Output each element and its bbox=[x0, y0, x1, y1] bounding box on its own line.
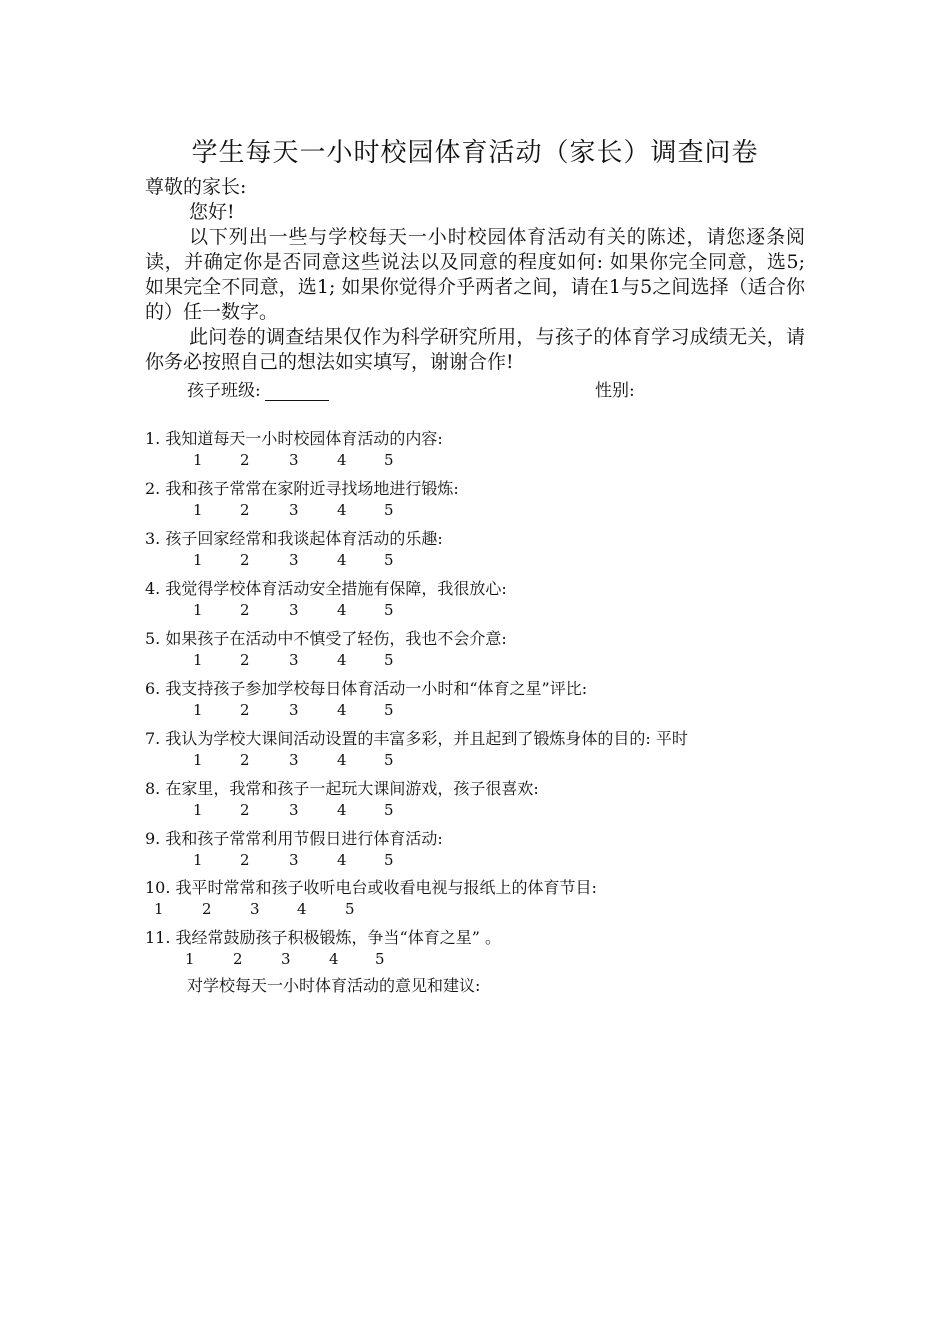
rating-option-3-2[interactable]: 2 bbox=[240, 551, 250, 569]
rating-option-1-4[interactable]: 4 bbox=[337, 451, 347, 469]
rating-option-10-1[interactable]: 1 bbox=[154, 900, 164, 918]
rating-option-2-2[interactable]: 2 bbox=[240, 501, 250, 519]
question-4: 4. 我觉得学校体育活动安全措施有保障，我很放心: bbox=[145, 579, 507, 598]
privacy-paragraph: 此问卷的调查结果仅作为科学研究所用，与孩子的体育学习成绩无关，请你务必按照自己的想法如实填写，谢谢合作! bbox=[145, 326, 805, 373]
rating-option-9-4[interactable]: 4 bbox=[337, 851, 347, 869]
rating-option-6-3[interactable]: 3 bbox=[289, 701, 299, 719]
rating-option-8-2[interactable]: 2 bbox=[240, 801, 250, 819]
rating-option-9-3[interactable]: 3 bbox=[289, 851, 299, 869]
intro-paragraph: 以下列出一些与学校每天一小时校园体育活动有关的陈述，请您逐条阅读，并确定你是否同意这些说法以及同意的程度如何: 如果你完全同意，选5; 如果完全不同意，选1; 如果你觉得介乎两者之间，请在1与5之间选择（适合你的）任一数字。 bbox=[145, 226, 805, 323]
class-label: 孩子班级: bbox=[187, 381, 261, 401]
rating-option-5-4[interactable]: 4 bbox=[337, 651, 347, 669]
question-10: 10. 我平时常常和孩子收听电台或收看电视与报纸上的体育节目: bbox=[145, 878, 597, 897]
rating-option-9-5[interactable]: 5 bbox=[384, 851, 394, 869]
rating-option-6-5[interactable]: 5 bbox=[384, 701, 394, 719]
rating-option-2-5[interactable]: 5 bbox=[384, 501, 394, 519]
page-title: 学生每天一小时校园体育活动（家长）调查问卷 bbox=[191, 138, 759, 168]
class-field[interactable] bbox=[187, 376, 329, 401]
rating-option-8-5[interactable]: 5 bbox=[384, 801, 394, 819]
question-6: 6. 我支持孩子参加学校每日体育活动一小时和“体育之星”评比: bbox=[145, 679, 588, 698]
rating-option-5-2[interactable]: 2 bbox=[240, 651, 250, 669]
suggestion-label: 对学校每天一小时体育活动的意见和建议: bbox=[187, 976, 481, 995]
rating-option-4-2[interactable]: 2 bbox=[240, 601, 250, 619]
question-9: 9. 我和孩子常常利用节假日进行体育活动: bbox=[145, 829, 443, 848]
rating-option-2-4[interactable]: 4 bbox=[337, 501, 347, 519]
rating-option-10-2[interactable]: 2 bbox=[202, 900, 212, 918]
question-7: 7. 我认为学校大课间活动设置的丰富多彩，并且起到了锻炼身体的目的: 平时 bbox=[145, 729, 688, 748]
question-5: 5. 如果孩子在活动中不慎受了轻伤，我也不会介意: bbox=[145, 629, 507, 648]
rating-option-10-5[interactable]: 5 bbox=[345, 900, 355, 918]
question-1: 1. 我知道每天一小时校园体育活动的内容: bbox=[145, 429, 443, 448]
rating-option-3-3[interactable]: 3 bbox=[289, 551, 299, 569]
class-blank[interactable] bbox=[265, 384, 329, 401]
rating-option-1-5[interactable]: 5 bbox=[384, 451, 394, 469]
rating-option-8-3[interactable]: 3 bbox=[289, 801, 299, 819]
rating-option-11-1[interactable]: 1 bbox=[185, 950, 195, 968]
rating-option-5-5[interactable]: 5 bbox=[384, 651, 394, 669]
question-8: 8. 在家里，我常和孩子一起玩大课间游戏，孩子很喜欢: bbox=[145, 779, 539, 798]
rating-option-10-4[interactable]: 4 bbox=[297, 900, 307, 918]
rating-option-6-4[interactable]: 4 bbox=[337, 701, 347, 719]
rating-option-8-4[interactable]: 4 bbox=[337, 801, 347, 819]
rating-option-3-1[interactable]: 1 bbox=[193, 551, 203, 569]
rating-option-6-1[interactable]: 1 bbox=[193, 701, 203, 719]
rating-option-9-2[interactable]: 2 bbox=[240, 851, 250, 869]
question-2: 2. 我和孩子常常在家附近寻找场地进行锻炼: bbox=[145, 479, 459, 498]
rating-option-7-1[interactable]: 1 bbox=[193, 751, 203, 769]
rating-option-10-3[interactable]: 3 bbox=[250, 900, 260, 918]
rating-option-3-4[interactable]: 4 bbox=[337, 551, 347, 569]
rating-option-8-1[interactable]: 1 bbox=[193, 801, 203, 819]
rating-option-2-3[interactable]: 3 bbox=[289, 501, 299, 519]
rating-option-3-5[interactable]: 5 bbox=[384, 551, 394, 569]
question-11: 11. 我经常鼓励孩子积极锻炼，争当“体育之星” 。 bbox=[145, 928, 501, 947]
rating-option-1-1[interactable]: 1 bbox=[193, 451, 203, 469]
rating-option-2-1[interactable]: 1 bbox=[193, 501, 203, 519]
rating-option-4-3[interactable]: 3 bbox=[289, 601, 299, 619]
rating-option-7-2[interactable]: 2 bbox=[240, 751, 250, 769]
rating-option-4-1[interactable]: 1 bbox=[193, 601, 203, 619]
rating-option-7-5[interactable]: 5 bbox=[384, 751, 394, 769]
rating-option-5-3[interactable]: 3 bbox=[289, 651, 299, 669]
rating-option-1-2[interactable]: 2 bbox=[240, 451, 250, 469]
rating-option-9-1[interactable]: 1 bbox=[193, 851, 203, 869]
rating-option-7-3[interactable]: 3 bbox=[289, 751, 299, 769]
rating-option-11-2[interactable]: 2 bbox=[233, 950, 243, 968]
rating-option-11-3[interactable]: 3 bbox=[281, 950, 291, 968]
rating-option-4-4[interactable]: 4 bbox=[337, 601, 347, 619]
rating-option-5-1[interactable]: 1 bbox=[193, 651, 203, 669]
question-3: 3. 孩子回家经常和我谈起体育活动的乐趣: bbox=[145, 529, 443, 548]
gender-label: 性别: bbox=[595, 381, 635, 401]
rating-option-4-5[interactable]: 5 bbox=[384, 601, 394, 619]
salutation: 尊敬的家长: bbox=[145, 176, 247, 198]
rating-option-1-3[interactable]: 3 bbox=[289, 451, 299, 469]
rating-option-11-4[interactable]: 4 bbox=[329, 950, 339, 968]
greeting: 您好! bbox=[189, 201, 235, 223]
rating-option-6-2[interactable]: 2 bbox=[240, 701, 250, 719]
rating-option-7-4[interactable]: 4 bbox=[337, 751, 347, 769]
rating-option-11-5[interactable]: 5 bbox=[375, 950, 385, 968]
